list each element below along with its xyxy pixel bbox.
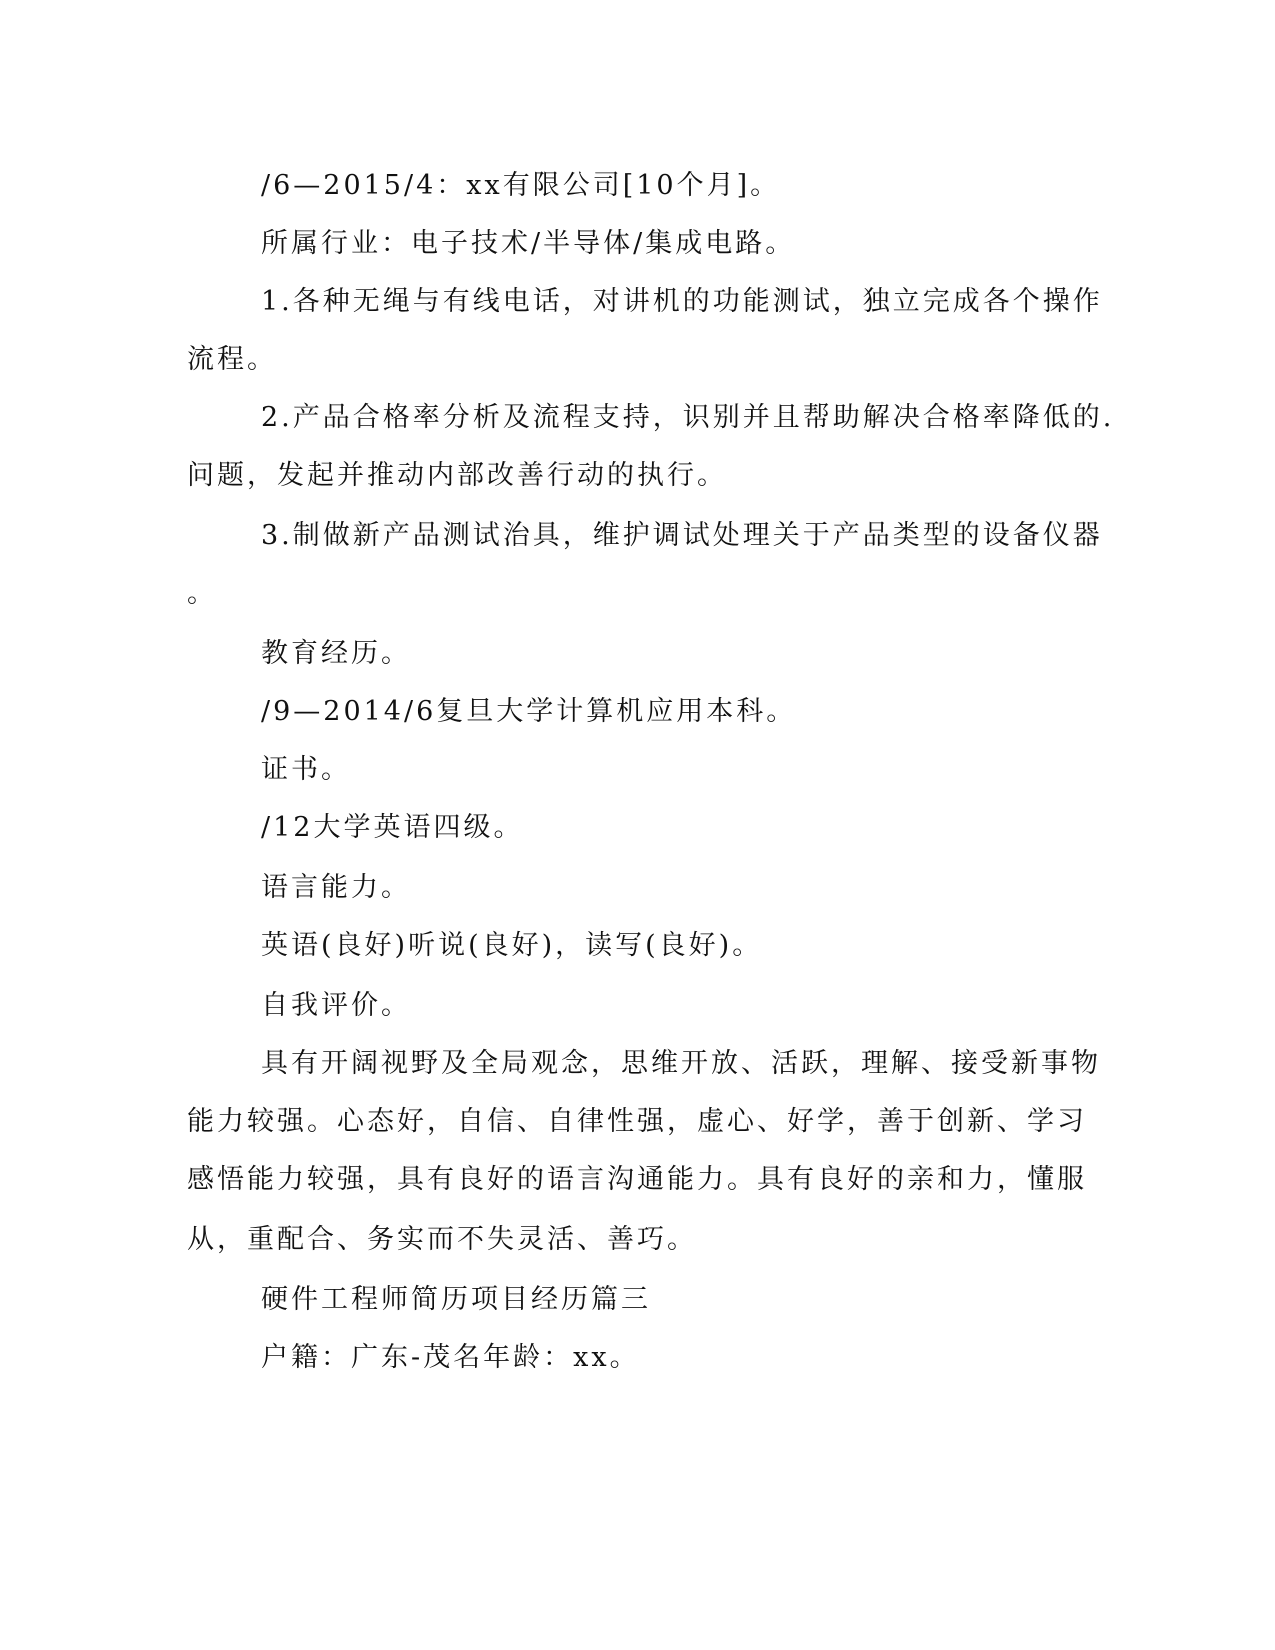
- work-period-line: /6—2015/4：xx有限公司[10个月]。: [261, 170, 781, 201]
- duty-2-continuation: 问题，发起并推动内部改善行动的执行。: [187, 460, 727, 491]
- self-evaluation-line-4: 从，重配合、务实而不失灵活、善巧。: [187, 1224, 697, 1255]
- duty-3-continuation: 。: [187, 578, 217, 609]
- household-age-line: 户籍：广东-茂名年龄：xx。: [261, 1342, 640, 1373]
- education-heading: 教育经历。: [261, 638, 411, 669]
- self-evaluation-line-3: 感悟能力较强，具有良好的语言沟通能力。具有良好的亲和力，懂服: [187, 1164, 1087, 1195]
- certificate-heading: 证书。: [261, 754, 351, 785]
- language-entry: 英语(良好)听说(良好)，读写(良好)。: [261, 930, 763, 961]
- certificate-entry: /12大学英语四级。: [261, 812, 524, 843]
- industry-line: 所属行业：电子技术/半导体/集成电路。: [261, 228, 796, 259]
- section-title-part-three: 硬件工程师简历项目经历篇三: [261, 1284, 651, 1315]
- duty-1-continuation: 流程。: [187, 344, 277, 375]
- self-evaluation-line-1: 具有开阔视野及全局观念，思维开放、活跃，理解、接受新事物: [261, 1048, 1101, 1079]
- duty-2-line: 2.产品合格率分析及流程支持，识别并且帮助解决合格率降低的.: [261, 402, 1115, 433]
- education-entry: /9—2014/6复旦大学计算机应用本科。: [261, 696, 797, 727]
- language-heading: 语言能力。: [261, 872, 411, 903]
- self-evaluation-line-2: 能力较强。心态好，自信、自律性强，虚心、好学，善于创新、学习: [187, 1106, 1087, 1137]
- duty-3-line: 3.制做新产品测试治具，维护调试处理关于产品类型的设备仪器: [261, 520, 1103, 551]
- duty-1-line: 1.各种无绳与有线电话，对讲机的功能测试，独立完成各个操作: [261, 286, 1103, 317]
- self-evaluation-heading: 自我评价。: [261, 990, 411, 1021]
